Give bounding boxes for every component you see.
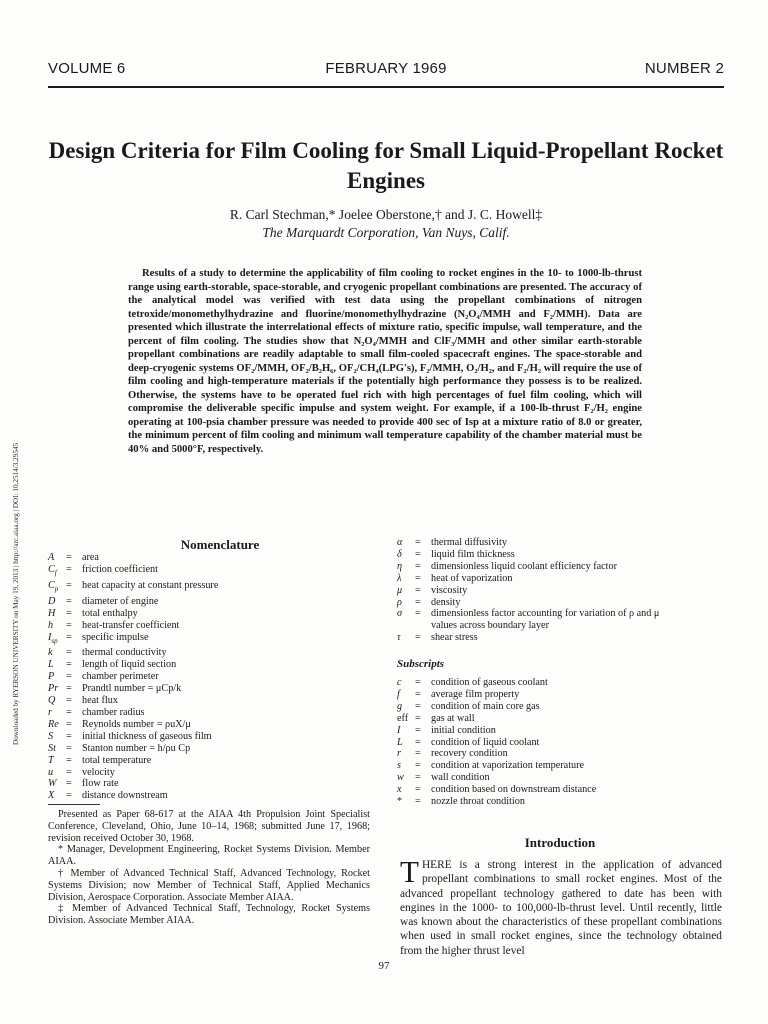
definition: heat flux: [82, 695, 118, 707]
definition-row: [48, 790, 368, 802]
equals-sign: =: [415, 700, 421, 712]
symbol: u: [48, 766, 54, 778]
definition-row: [48, 608, 368, 620]
author-line: R. Carl Stechman,* Joelee Oberstone,† and J. C. Howell‡: [229, 207, 543, 222]
definition: Stanton number = h/ρu Cp: [82, 742, 191, 754]
definition: nozzle throat condition: [431, 796, 525, 808]
definition-row: [397, 725, 727, 737]
symbol: δ: [397, 548, 402, 560]
definition-row: [48, 596, 368, 608]
definition-row: [48, 647, 368, 659]
definition-row: [397, 597, 727, 609]
nomenclature-heading: Nomenclature: [180, 537, 260, 552]
definition-row: [397, 677, 727, 689]
definition: wall condition: [431, 772, 490, 784]
symbol: A: [48, 552, 55, 563]
definition: distance downstream: [82, 790, 168, 802]
greek-symbol-list: [397, 537, 727, 644]
equals-sign: =: [415, 772, 421, 784]
symbol: W: [48, 778, 57, 790]
symbol: *: [397, 796, 403, 808]
symbol: h: [48, 619, 54, 631]
equals-sign: =: [415, 712, 421, 724]
equals-sign: =: [415, 596, 421, 608]
definition: shear stress: [431, 632, 478, 644]
footnote: Presented as Paper 68-617 at the AIAA 4th Propulsion Joint Specialist Conference, Cleveland, Ohio, June 10–14, 1968; submitted June 17, 1968; revision received October 30, 1968.: [48, 809, 370, 844]
definition-row: [397, 620, 727, 632]
equals-sign: =: [415, 584, 421, 596]
equals-sign: =: [66, 607, 72, 619]
definition-row: [48, 580, 368, 596]
definition: Reynolds number = ρuX/μ: [82, 718, 191, 730]
definition-row: [48, 755, 368, 767]
drop-cap: T: [400, 854, 419, 889]
equals-sign: =: [66, 671, 72, 683]
introduction-heading: Introduction: [524, 835, 596, 850]
equals-sign: =: [415, 572, 421, 584]
definition-row: [48, 564, 368, 580]
symbol: Q: [48, 695, 56, 707]
symbol: L: [48, 659, 54, 671]
definition: condition of main core gas: [431, 700, 540, 712]
equals-sign: =: [66, 563, 72, 575]
symbol: r: [397, 748, 401, 760]
page-number: 97: [378, 960, 390, 972]
masthead-rule: [48, 86, 724, 88]
symbol: St: [48, 742, 56, 754]
symbol: S: [48, 730, 54, 742]
definition: dimensionless factor accounting for variation of ρ and μ: [431, 608, 660, 620]
definition-row: [397, 549, 727, 561]
introduction-text: [400, 854, 722, 958]
definition: area: [82, 552, 99, 563]
equals-sign: =: [66, 695, 72, 707]
definition: condition based on downstream distance: [431, 784, 597, 796]
symbol: $C_f$: [48, 563, 57, 577]
definition-row: [397, 573, 727, 585]
symbol: f: [397, 688, 400, 700]
definition: chamber radius: [82, 706, 145, 718]
definition-row: [397, 796, 727, 808]
equals-sign: =: [415, 736, 421, 748]
definition-row: [48, 707, 368, 719]
equals-sign: =: [415, 688, 421, 700]
equals-sign: =: [66, 659, 72, 671]
download-watermark: [0, 300, 20, 745]
definition-row: [48, 620, 368, 632]
equals-sign: =: [415, 537, 421, 548]
nomenclature-list: [48, 552, 368, 802]
paper-title: Design Criteria for Film Cooling for Small Liquid-Propellant Rocket Engines: [48, 138, 724, 193]
definition-row: [397, 760, 727, 772]
symbol: η: [397, 560, 403, 572]
equals-sign: =: [66, 754, 72, 766]
definition-row: [397, 537, 727, 549]
equals-sign: =: [66, 552, 72, 563]
equals-sign: =: [66, 631, 72, 643]
definition: dimensionless liquid coolant efficiency factor: [431, 560, 617, 572]
affiliation: The Marquardt Corporation, Van Nuys, Calif.: [262, 225, 510, 240]
definition: condition of gaseous coolant: [431, 677, 548, 688]
equals-sign: =: [415, 760, 421, 772]
definition: flow rate: [82, 778, 119, 790]
symbol: w: [397, 772, 404, 784]
definition-row: [397, 608, 727, 620]
definition-row: [397, 585, 727, 597]
definition-row: [397, 713, 727, 725]
definition: velocity: [82, 766, 115, 778]
symbol: L: [397, 736, 403, 748]
definition: specific impulse: [82, 631, 149, 643]
abstract: Results of a study to determine the applicability of film cooling to rocket engines in the 10- to 1000-lb-thrust range using earth-storable, space-storable, and cryogenic propellant combinations are presented. The accuracy of the analytical model was verified with test data using the propellant combinations of nitrogen tetroxide/monomethylhydrazine and fluorine/monomethylhydrazine (N₂O₄/MMH and F₂/MMH). Data are presented which illustrate the interrelational effects of mixture ratio, specific impulse, wall temperature, and the percent of film cooling. The studies show that N₂O₄/MMH and ClF₃/MMH and other similar earth-storable propellant combinations are readily adaptable to small film-cooled spacecraft engines. The space-storable and deep-cryogenic systems OF₂/MMH, OF₂/B₂H₆, OF₂/CH₄(LPG's), F₂/MMH, O₂/H₂, and F₂/H₂ will require the use of film cooling and high-temperature materials if the potentially high performance they possess is to be realized. Otherwise, the systems have to be operated fuel rich with high percentages of fuel film cooling, which will compromise the deliverable specific impulse and system weight. For example, if a 100-lb-thrust F₂/H₂ engine operating at 100-psia chamber pressure was needed to provide 400 sec of Isp at a mixture ratio of 8.0 or greater, the minimum percent of film cooling and minimum wall temperature capability of the chamber material must be 40% and 5000°F, respectively.: [128, 268, 642, 455]
volume-label: VOLUME 6: [48, 60, 126, 77]
definition: heat-transfer coefficient: [82, 619, 180, 631]
definition-row: [397, 784, 727, 796]
symbol: D: [48, 595, 56, 607]
definition-row: [397, 689, 727, 701]
symbol: eff: [397, 712, 409, 724]
symbol: s: [397, 760, 401, 772]
equals-sign: =: [415, 632, 421, 644]
equals-sign: =: [66, 706, 72, 718]
equals-sign: =: [66, 790, 72, 802]
definition-row: [397, 748, 727, 760]
definition-row: [48, 695, 368, 707]
definition: condition of liquid coolant: [431, 736, 540, 748]
download-note: Downloaded by RYERSON UNIVERSITY on May 19, 2013 | http://arc.aiaa.org | DOI: 10.2514/3.29545: [12, 442, 20, 745]
symbol: $I_{sp}$: [48, 631, 58, 645]
definition-row: [48, 743, 368, 755]
footnote: ‡ Member of Advanced Technical Staff, Technology, Rocket Systems Division. Associate Member AIAA.: [48, 903, 370, 927]
equals-sign: =: [66, 718, 72, 730]
definition-row: [48, 671, 368, 683]
equals-sign: =: [415, 560, 421, 572]
equals-sign: =: [415, 796, 421, 808]
symbol: α: [397, 537, 403, 548]
equals-sign: =: [415, 784, 421, 796]
equals-sign: =: [66, 579, 72, 591]
definition: thermal conductivity: [82, 647, 167, 659]
definition: thermal diffusivity: [431, 537, 507, 548]
symbol: r: [48, 706, 52, 718]
symbol: $C_p$: [48, 579, 59, 593]
introduction-body: HERE is a strong interest in the application of advanced propellant combinations to small rocket engines. Most of the advanced propellant technology gathered to date has been with engines in the 1000- to 100,000-lb-thrust level. Until recently, little was known about the characteristics of these propellant combinations when used in small rocket engines, since the technology obtained from the higher thrust level: [400, 859, 722, 957]
equals-sign: =: [66, 766, 72, 778]
definition-row: [48, 659, 368, 671]
definition-row: [48, 778, 368, 790]
definition-row: [397, 561, 727, 573]
subscript-list: [397, 677, 727, 808]
symbol: τ: [397, 632, 401, 644]
issue-number: NUMBER 2: [644, 60, 724, 77]
definition: initial condition: [431, 724, 496, 736]
symbol: σ: [397, 608, 403, 620]
definition: initial thickness of gaseous film: [82, 730, 212, 742]
definition-row: [48, 731, 368, 743]
definition: total temperature: [82, 754, 152, 766]
symbol: λ: [397, 572, 402, 584]
definition: liquid film thickness: [431, 548, 515, 560]
definition: average film property: [431, 688, 520, 700]
symbol: T: [48, 754, 54, 766]
symbol: H: [48, 607, 56, 619]
equals-sign: =: [66, 730, 72, 742]
equals-sign: =: [66, 647, 72, 659]
symbol: X: [48, 790, 55, 802]
definition: heat of vaporization: [431, 572, 513, 584]
definition-row: [48, 719, 368, 731]
definition-row: [48, 767, 368, 779]
journal-masthead: [48, 60, 724, 82]
definition-row: [48, 683, 368, 695]
symbol: x: [397, 784, 402, 796]
definition: density: [431, 596, 461, 608]
definition: diameter of engine: [82, 595, 159, 607]
equals-sign: =: [66, 683, 72, 695]
definition-row: [397, 737, 727, 749]
definition: heat capacity at constant pressure: [82, 579, 219, 591]
equals-sign: =: [415, 724, 421, 736]
symbol: Re: [48, 718, 59, 730]
symbol: ρ: [397, 596, 402, 608]
symbol: Pr: [48, 683, 59, 695]
footnote: * Manager, Development Engineering, Rocket Systems Division. Member AIAA.: [48, 844, 370, 868]
equals-sign: =: [415, 548, 421, 560]
definition: condition at vaporization temperature: [431, 760, 585, 772]
definition: length of liquid section: [82, 659, 177, 671]
definition-row: [48, 552, 368, 564]
subscripts-heading: Subscripts: [397, 658, 445, 670]
equals-sign: =: [415, 608, 421, 620]
definition-row: [397, 772, 727, 784]
equals-sign: =: [66, 778, 72, 790]
symbol: k: [48, 647, 53, 659]
definition: viscosity: [431, 584, 468, 596]
equals-sign: =: [66, 619, 72, 631]
symbol: c: [397, 677, 402, 688]
definition: recovery condition: [431, 748, 508, 760]
equals-sign: =: [66, 742, 72, 754]
equals-sign: =: [415, 748, 421, 760]
equals-sign: =: [415, 677, 421, 688]
definition-row: [48, 632, 368, 648]
symbol: μ: [397, 584, 403, 596]
definition-row: [397, 701, 727, 713]
footnote: † Member of Advanced Technical Staff, Advanced Technology, Rocket Systems Division; now Member of Technical Staff, Applied Mechanics Division, Aerospace Corporation. Associate Member AIAA.: [48, 867, 370, 903]
footnote-rule: [48, 804, 100, 805]
definition: chamber perimeter: [82, 671, 159, 683]
symbol: g: [397, 700, 403, 712]
definition: values across boundary layer: [431, 620, 549, 632]
definition: total enthalpy: [82, 607, 138, 619]
definition-row: [397, 632, 727, 644]
symbol: I: [397, 724, 401, 736]
symbol: P: [48, 671, 55, 683]
footnotes: [48, 809, 370, 927]
definition: Prandtl number = μCp/k: [82, 683, 182, 695]
equals-sign: =: [66, 595, 72, 607]
issue-date: FEBRUARY 1969: [325, 60, 447, 77]
definition: gas at wall: [431, 712, 475, 724]
definition: friction coefficient: [82, 563, 158, 575]
